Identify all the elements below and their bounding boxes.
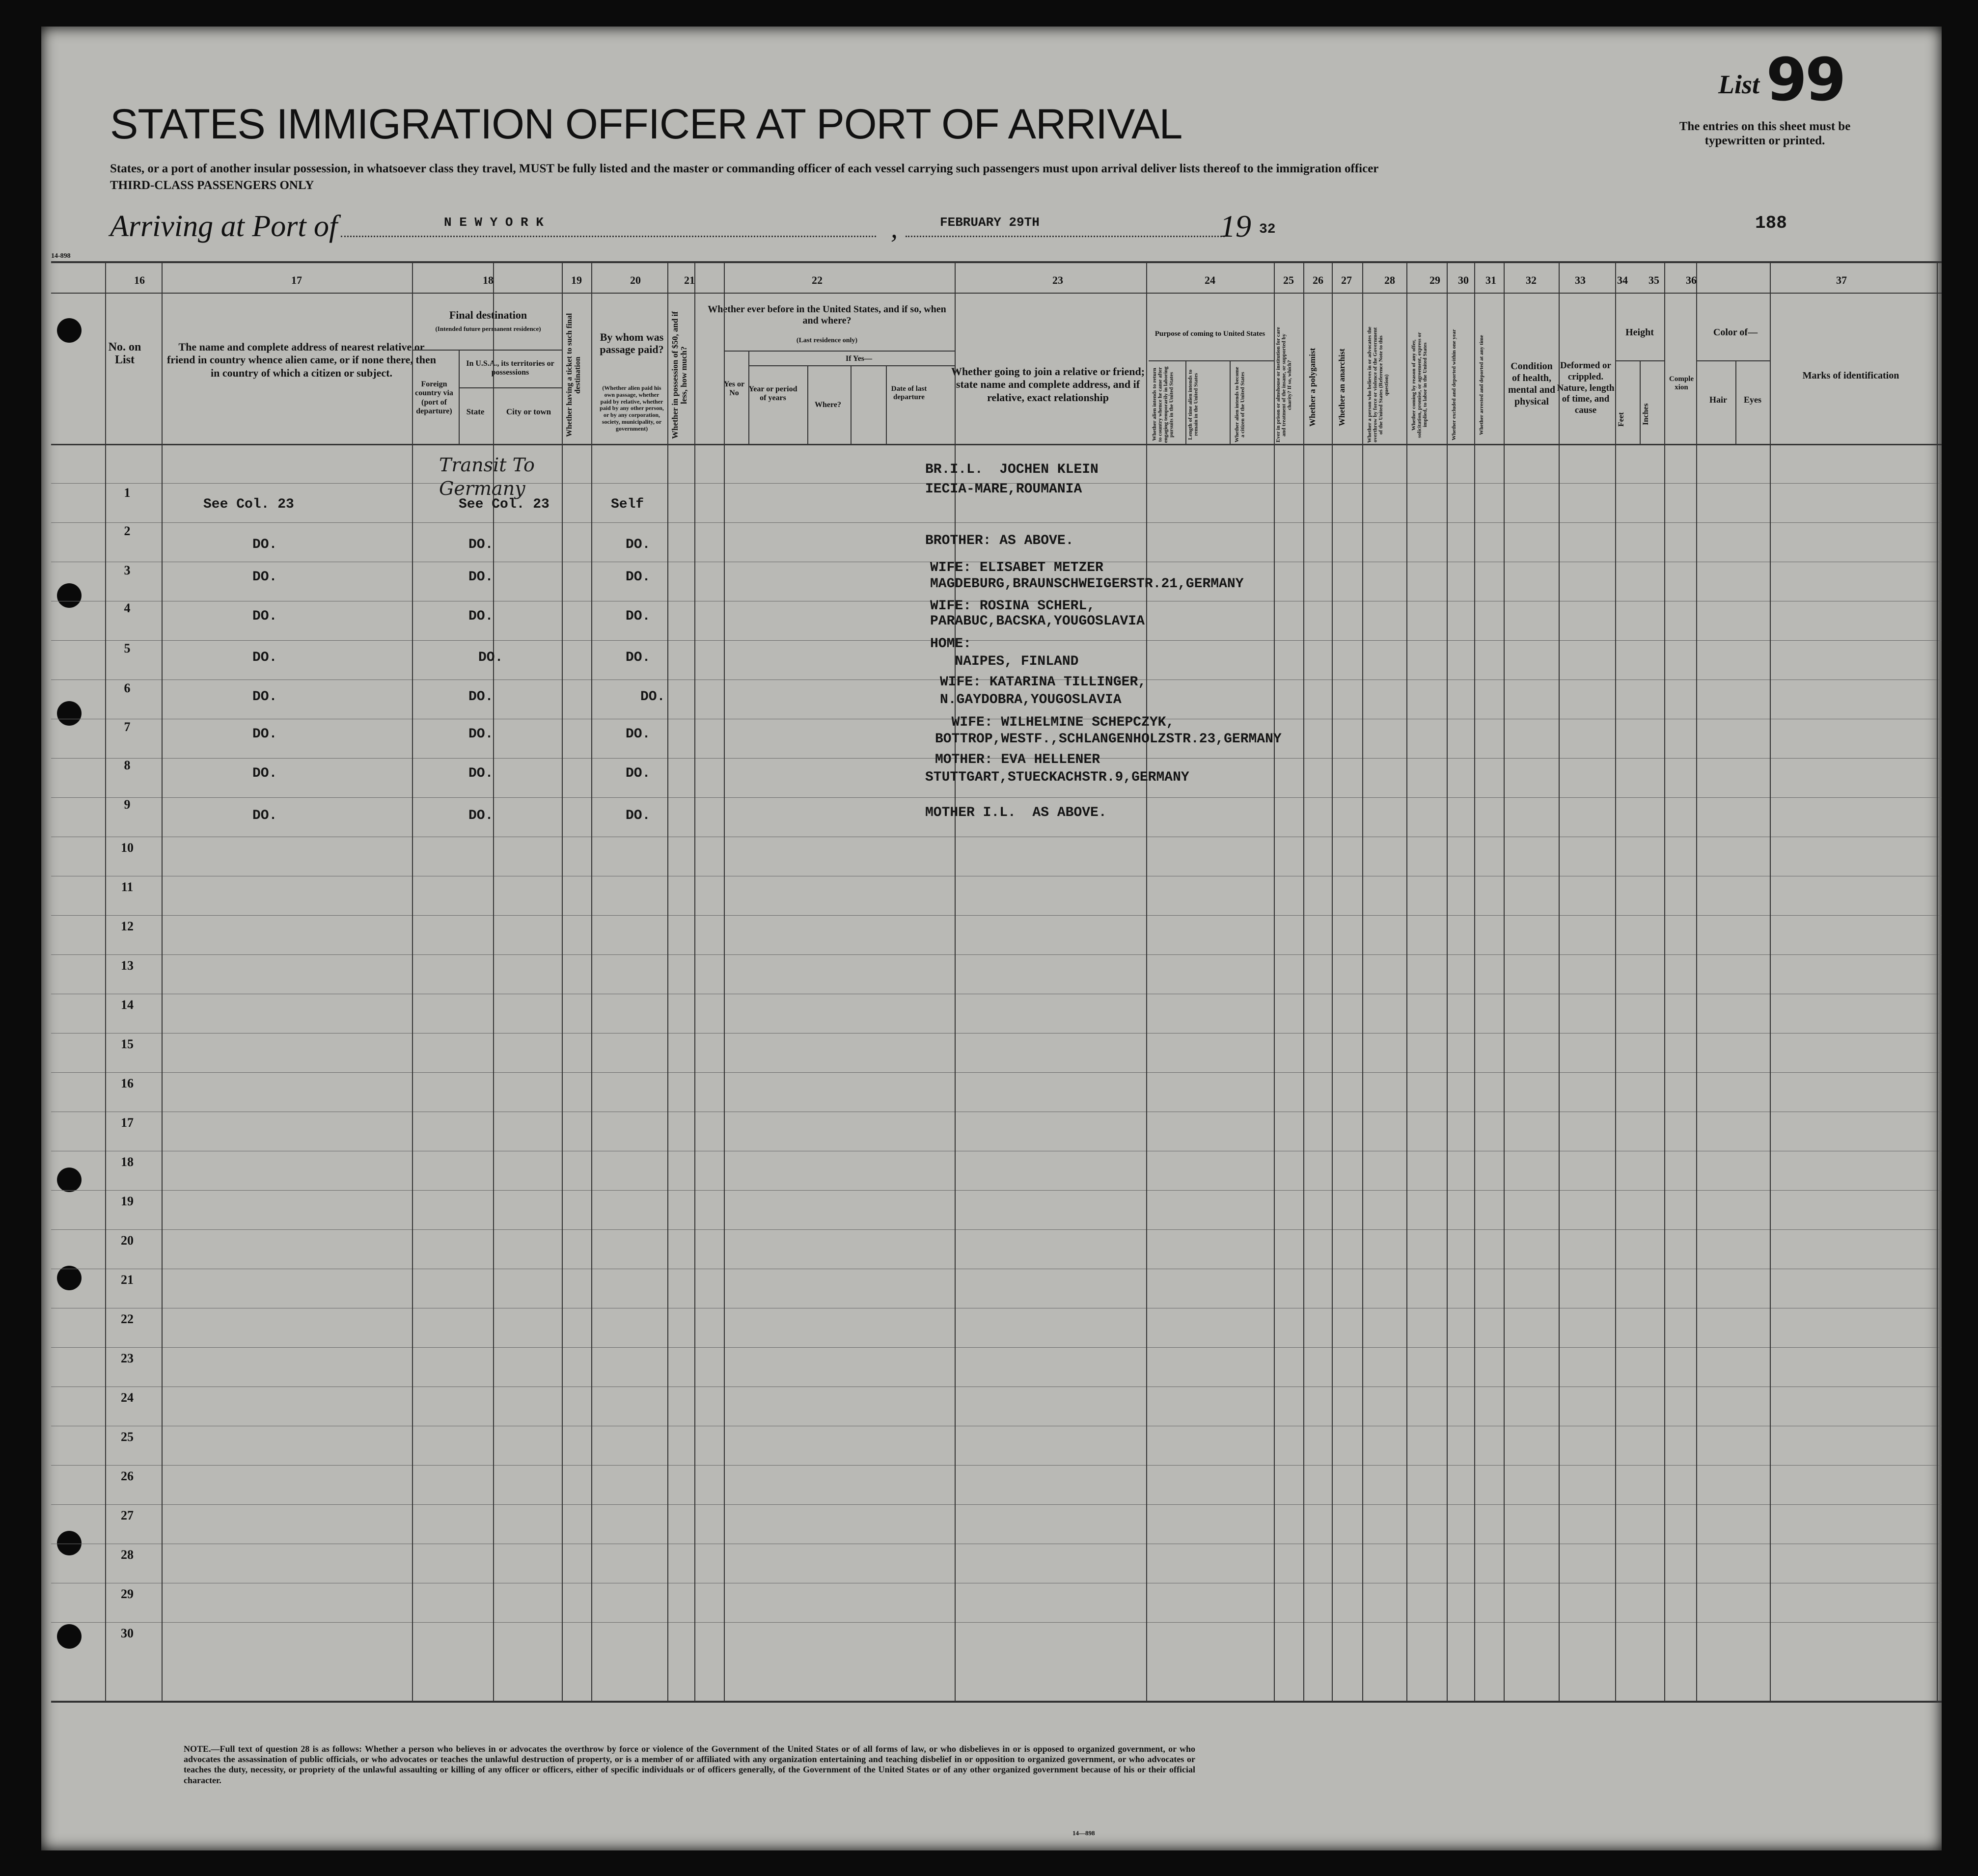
join-line1: HOME: bbox=[930, 636, 972, 652]
header-subrule bbox=[724, 351, 955, 352]
header-purpose-return: Whether alien intends to return to country whence he came after engaging temporarily in laboring pursuits in the United States bbox=[1152, 366, 1175, 443]
header-before-in-us-note: (Last residence only) bbox=[796, 337, 858, 344]
column-rule bbox=[1696, 261, 1697, 1701]
paid-cell: DO. bbox=[626, 570, 651, 585]
header-divider bbox=[851, 365, 852, 444]
col-num-24: 24 bbox=[1205, 274, 1215, 286]
header-purpose-length: Length of time alien intends to remain in the United States bbox=[1187, 369, 1199, 440]
header-divider bbox=[1185, 360, 1186, 444]
header-subrule bbox=[748, 365, 955, 366]
row-rule bbox=[51, 522, 1942, 523]
col-num-35: 35 bbox=[1648, 274, 1659, 286]
column-rule bbox=[412, 261, 413, 1701]
col-num-22: 22 bbox=[812, 274, 823, 286]
header-no-on-list: No. on List bbox=[108, 341, 141, 367]
punch-hole-icon bbox=[57, 583, 82, 608]
col-num-31: 31 bbox=[1485, 274, 1496, 286]
join-line2: BOTTROP,WESTF.,SCHLANGENHOLZSTR.23,GERMANY bbox=[935, 732, 1282, 747]
col-num-30: 30 bbox=[1458, 274, 1469, 286]
header-foreign-country: Foreign country via (port of departure) bbox=[415, 380, 453, 416]
header-health: Condition of health, mental and physical bbox=[1508, 361, 1556, 407]
header-height: Height bbox=[1625, 327, 1654, 338]
col-num-29: 29 bbox=[1429, 274, 1440, 286]
row-rule bbox=[51, 1465, 1942, 1466]
join-line1: WIFE: ROSINA SCHERL, bbox=[930, 598, 1096, 614]
column-rule bbox=[162, 261, 163, 1701]
header-hair: Hair bbox=[1709, 395, 1727, 405]
row-number: 15 bbox=[121, 1037, 134, 1051]
header-join-relative: Whether going to join a relative or friend; state name and complete address, and if relative, exact relationship bbox=[951, 365, 1145, 404]
comma-separator: , bbox=[891, 214, 898, 244]
column-rule bbox=[1474, 261, 1475, 1701]
col-num-33: 33 bbox=[1575, 274, 1586, 286]
column-rule bbox=[1332, 261, 1333, 1701]
row-number: 29 bbox=[121, 1587, 134, 1601]
list-label: List 99 bbox=[1718, 46, 1844, 114]
header-years: Year or period of years bbox=[748, 385, 797, 403]
col-num-36: 36 bbox=[1686, 274, 1697, 286]
row-number: 13 bbox=[121, 958, 134, 973]
col-num-21: 21 bbox=[684, 274, 695, 286]
header-divider bbox=[886, 365, 887, 444]
header-bottom-rule bbox=[51, 444, 1942, 445]
paid-cell: DO. bbox=[640, 689, 665, 705]
column-rule bbox=[1615, 261, 1616, 1701]
header-inches: Inches bbox=[1642, 403, 1650, 426]
header-overthrow: Whether a person who believes in or advocates the overthrow by force or violence of the Government of the United States (Reference Note to this question) bbox=[1367, 326, 1390, 443]
header-last-departure: Date of last departure bbox=[891, 385, 927, 402]
row-number: 27 bbox=[121, 1508, 134, 1523]
join-line1: BR.I.L. JOCHEN KLEIN bbox=[925, 462, 1099, 477]
row-number: 8 bbox=[124, 758, 131, 772]
header-anarchist: Whether an anarchist bbox=[1337, 348, 1346, 427]
row-number: 28 bbox=[121, 1548, 134, 1562]
column-rule bbox=[1937, 261, 1938, 1701]
row-rule bbox=[51, 797, 1942, 798]
row-number: 25 bbox=[121, 1430, 134, 1444]
entries-note: The entries on this sheet must be typewritten or printed. bbox=[1679, 120, 1851, 147]
header-fifty-dollars: Whether in possession of $50, and if less, how much? bbox=[670, 311, 688, 439]
col-num-17: 17 bbox=[291, 274, 302, 286]
state-cell: DO. bbox=[468, 689, 494, 705]
row-number: 10 bbox=[121, 841, 134, 855]
header-city: City or town bbox=[506, 407, 551, 416]
header-before-in-us: Whether ever before in the United States, and if so, when and where? bbox=[708, 304, 946, 326]
column-rule bbox=[724, 261, 725, 1701]
state-cell: DO. bbox=[468, 570, 494, 585]
state-cell: See Col. 23 bbox=[459, 497, 549, 512]
header-in-usa: In U.S.A., its territories or possessions bbox=[466, 359, 554, 377]
header-marks: Marks of identification bbox=[1802, 370, 1899, 381]
relative-cell: DO. bbox=[252, 689, 277, 705]
punch-hole-icon bbox=[57, 1168, 82, 1192]
header-passage-paid: By whom was passage paid? bbox=[600, 331, 664, 356]
row-number: 21 bbox=[121, 1273, 134, 1287]
row-number: 9 bbox=[124, 797, 131, 812]
header-passage-paid-note: (Whether alien paid his own passage, whether paid by relative, whether paid by any other person, or by any corporation, society, municipality, or government) bbox=[600, 384, 664, 432]
column-rule bbox=[1664, 261, 1665, 1701]
header-arrested: Whether arrested and deported at any time bbox=[1479, 335, 1484, 435]
punch-hole-icon bbox=[57, 1266, 82, 1290]
footer-code: 14—898 bbox=[1072, 1829, 1095, 1837]
join-line2: BROTHER: AS ABOVE. bbox=[925, 533, 1074, 548]
paid-cell: Self bbox=[611, 497, 644, 512]
row-number: 5 bbox=[124, 641, 131, 655]
join-line2: PARABUC,BACSKA,YOUGOSLAVIA bbox=[930, 614, 1145, 629]
punch-hole-icon bbox=[57, 701, 82, 726]
row-number: 3 bbox=[124, 563, 131, 577]
paid-cell: DO. bbox=[626, 766, 651, 781]
relative-cell: DO. bbox=[252, 537, 277, 552]
column-rule bbox=[1146, 261, 1147, 1701]
header-eyes: Eyes bbox=[1744, 395, 1761, 405]
header-subrule bbox=[412, 350, 562, 351]
header-divider bbox=[1735, 360, 1736, 444]
header-excluded: Whether excluded and deported within one year bbox=[1451, 329, 1457, 441]
header-divider bbox=[1230, 360, 1231, 444]
state-cell: DO. bbox=[468, 609, 494, 624]
header-divider bbox=[807, 365, 808, 444]
punch-hole-icon bbox=[57, 318, 82, 343]
row-rule bbox=[51, 1347, 1942, 1348]
row-number: 18 bbox=[121, 1155, 134, 1169]
join-line2: MOTHER I.L. AS ABOVE. bbox=[925, 805, 1107, 820]
col-num-23: 23 bbox=[1052, 274, 1063, 286]
row-number: 11 bbox=[121, 880, 134, 894]
date-value: FEBRUARY 29TH bbox=[940, 215, 1040, 230]
column-rule bbox=[1559, 261, 1560, 1701]
row-number: 1 bbox=[124, 486, 131, 500]
relative-cell: See Col. 23 bbox=[203, 497, 294, 512]
date-line bbox=[906, 236, 1225, 237]
col-num-16: 16 bbox=[134, 274, 145, 286]
relative-cell: DO. bbox=[252, 727, 277, 742]
list-number: 99 bbox=[1766, 46, 1844, 114]
header-offer-labor: Whether coming by reason of any offer, solicitation, promise, or agreement, express or implied, to labor in the United States bbox=[1411, 332, 1429, 438]
row-number: 20 bbox=[121, 1233, 134, 1248]
row-number: 16 bbox=[121, 1076, 134, 1090]
column-rule bbox=[667, 261, 668, 1701]
column-number-rule bbox=[51, 293, 1942, 294]
col-num-18: 18 bbox=[483, 274, 494, 286]
row-rule bbox=[51, 954, 1942, 955]
year-prefix: 19 bbox=[1220, 209, 1251, 244]
header-divider bbox=[748, 351, 749, 444]
manifest-sheet bbox=[41, 27, 1942, 1850]
table-top-rule bbox=[51, 261, 1942, 263]
form-code: 14-898 bbox=[51, 252, 71, 260]
header-if-yes: If Yes— bbox=[845, 354, 873, 363]
row-number: 7 bbox=[124, 720, 131, 734]
join-line1: WIFE: KATARINA TILLINGER, bbox=[940, 675, 1147, 690]
row-number: 6 bbox=[124, 681, 131, 695]
footer-note: NOTE.—Full text of question 28 is as follows: Whether a person who believes in or advocates the overthrow by force or violence of the Government of the United States or of all forms of law, or who disbelieves in or is opposed to organized government, or who advocates the assassination of public officials, or who advocates or teaches the unlawful destruction of property, or is a member of or affiliated with any organization entertaining and teaching disbelief in or opposition to organized government, or who advocates or teaches the duty, necessity, or propriety of the unlawful assaulting or killing of any officer or officers, either of specific individuals or of officers generally, of the Government of the United States or of any other organized government because of his or their official character. bbox=[184, 1744, 1195, 1785]
column-rule bbox=[1770, 261, 1771, 1701]
col-num-28: 28 bbox=[1384, 274, 1395, 286]
arriving-label: Arriving at Port of bbox=[110, 210, 338, 243]
page-title: STATES IMMIGRATION OFFICER AT PORT OF ARRIVAL bbox=[110, 101, 1182, 148]
state-cell: DO. bbox=[468, 766, 494, 781]
header-purpose: Purpose of coming to United States bbox=[1154, 330, 1265, 338]
row-rule bbox=[51, 1190, 1942, 1191]
col-num-19: 19 bbox=[571, 274, 582, 286]
row-number: 22 bbox=[121, 1312, 134, 1326]
state-cell: DO. bbox=[468, 537, 494, 552]
col-num-20: 20 bbox=[630, 274, 641, 286]
handwritten-note: Transit To Germany bbox=[439, 454, 535, 499]
paid-cell: DO. bbox=[626, 537, 651, 552]
row-number: 2 bbox=[124, 524, 131, 538]
column-rule bbox=[1504, 261, 1505, 1701]
header-complexion: Complexion bbox=[1669, 375, 1694, 392]
join-line2: MAGDEBURG,BRAUNSCHWEIGERSTR.21,GERMANY bbox=[930, 576, 1244, 592]
column-rule bbox=[105, 261, 106, 1701]
heading-subtext: States, or a port of another insular possession, in whatsoever class they travel, MUST be fully listed and the master or commanding officer of each vessel carrying such passengers must upon arrival deliver lists thereof to the immigration officer bbox=[110, 162, 1379, 175]
join-line1: WIFE: WILHELMINE SCHEPCZYK, bbox=[935, 715, 1175, 730]
relative-cell: DO. bbox=[252, 766, 277, 781]
header-relative-address: The name and complete address of nearest relative or friend in country whence alien came, or if none there, then in country of which a citizen or subject. bbox=[167, 341, 436, 379]
page-number: 188 bbox=[1755, 213, 1787, 233]
col-num-26: 26 bbox=[1313, 274, 1323, 286]
header-ticket: Whether having a ticket to such final destination bbox=[565, 313, 582, 437]
port-line bbox=[341, 236, 876, 237]
row-number: 23 bbox=[121, 1351, 134, 1365]
relative-cell: DO. bbox=[252, 570, 277, 585]
header-color-of: Color of— bbox=[1713, 327, 1758, 338]
port-value: N E W Y O R K bbox=[444, 215, 544, 230]
row-number: 17 bbox=[121, 1115, 134, 1130]
row-rule bbox=[51, 1229, 1942, 1230]
row-rule bbox=[51, 640, 1942, 641]
table-bottom-rule bbox=[51, 1701, 1942, 1703]
relative-cell: DO. bbox=[252, 650, 277, 665]
join-line2: N.GAYDOBRA,YOUGOSLAVIA bbox=[940, 692, 1122, 707]
header-divider bbox=[1640, 360, 1641, 444]
punch-hole-icon bbox=[57, 1531, 82, 1555]
year-suffix: 32 bbox=[1259, 222, 1276, 237]
header-subrule bbox=[1696, 360, 1770, 361]
header-purpose-citizen: Whether alien intends to become a citizen of the United States bbox=[1234, 367, 1246, 442]
column-rule bbox=[1362, 261, 1363, 1701]
paid-cell: DO. bbox=[626, 650, 651, 665]
row-number: 19 bbox=[121, 1194, 134, 1208]
third-class-note: THIRD-CLASS PASSENGERS ONLY bbox=[110, 179, 314, 192]
col-num-25: 25 bbox=[1283, 274, 1294, 286]
punch-hole-icon bbox=[57, 1624, 82, 1649]
header-final-destination-note: (Intended future permanent residence) bbox=[435, 325, 541, 332]
row-rule bbox=[51, 1072, 1942, 1073]
relative-cell: DO. bbox=[252, 808, 277, 823]
column-rule bbox=[694, 261, 695, 1701]
join-line1: MOTHER: EVA HELLENER bbox=[935, 752, 1100, 767]
col-num-27: 27 bbox=[1341, 274, 1352, 286]
column-rule bbox=[1447, 261, 1448, 1701]
header-final-destination: Final destination bbox=[449, 309, 527, 321]
header-deformed: Deformed or crippled. Nature, length of time, and cause bbox=[1557, 360, 1615, 416]
header-yes-or-no: Yes or No bbox=[723, 380, 745, 398]
header-polygamist: Whether a polygamist bbox=[1308, 348, 1317, 427]
column-rule bbox=[1303, 261, 1304, 1701]
join-line2: NAIPES, FINLAND bbox=[930, 654, 1079, 669]
column-rule bbox=[1274, 261, 1275, 1701]
row-number: 30 bbox=[121, 1626, 134, 1640]
header-where: Where? bbox=[815, 401, 841, 409]
state-cell: DO. bbox=[468, 727, 494, 742]
col-num-32: 32 bbox=[1526, 274, 1537, 286]
row-number: 26 bbox=[121, 1469, 134, 1483]
column-rule bbox=[1406, 261, 1407, 1701]
join-line2: STUTTGART,STUECKACHSTR.9,GERMANY bbox=[925, 770, 1189, 785]
row-number: 12 bbox=[121, 919, 134, 933]
join-line2: IECIA-MARE,ROUMANIA bbox=[925, 482, 1082, 497]
col-num-34: 34 bbox=[1617, 274, 1628, 286]
row-rule bbox=[51, 1504, 1942, 1505]
join-line1: WIFE: ELISABET METZER bbox=[930, 560, 1103, 575]
header-subrule bbox=[1149, 360, 1274, 361]
header-feet: Feet bbox=[1617, 412, 1625, 427]
row-rule bbox=[51, 915, 1942, 916]
row-number: 24 bbox=[121, 1390, 134, 1405]
relative-cell: DO. bbox=[252, 609, 277, 624]
header-subrule bbox=[459, 387, 562, 388]
col-num-37: 37 bbox=[1836, 274, 1847, 286]
row-number: 4 bbox=[124, 601, 131, 615]
header-state: State bbox=[466, 407, 485, 416]
paid-cell: DO. bbox=[626, 727, 651, 742]
header-divider bbox=[459, 350, 460, 444]
state-cell: DO. bbox=[478, 650, 503, 665]
row-rule bbox=[51, 1622, 1942, 1623]
row-number: 14 bbox=[121, 998, 134, 1012]
state-cell: DO. bbox=[468, 808, 494, 823]
paid-cell: DO. bbox=[626, 609, 651, 624]
header-prison: Ever in prison or almshouse or institution for care and treatment of the insane, or supported by charity? If so, which? bbox=[1275, 327, 1293, 443]
paid-cell: DO. bbox=[626, 808, 651, 823]
